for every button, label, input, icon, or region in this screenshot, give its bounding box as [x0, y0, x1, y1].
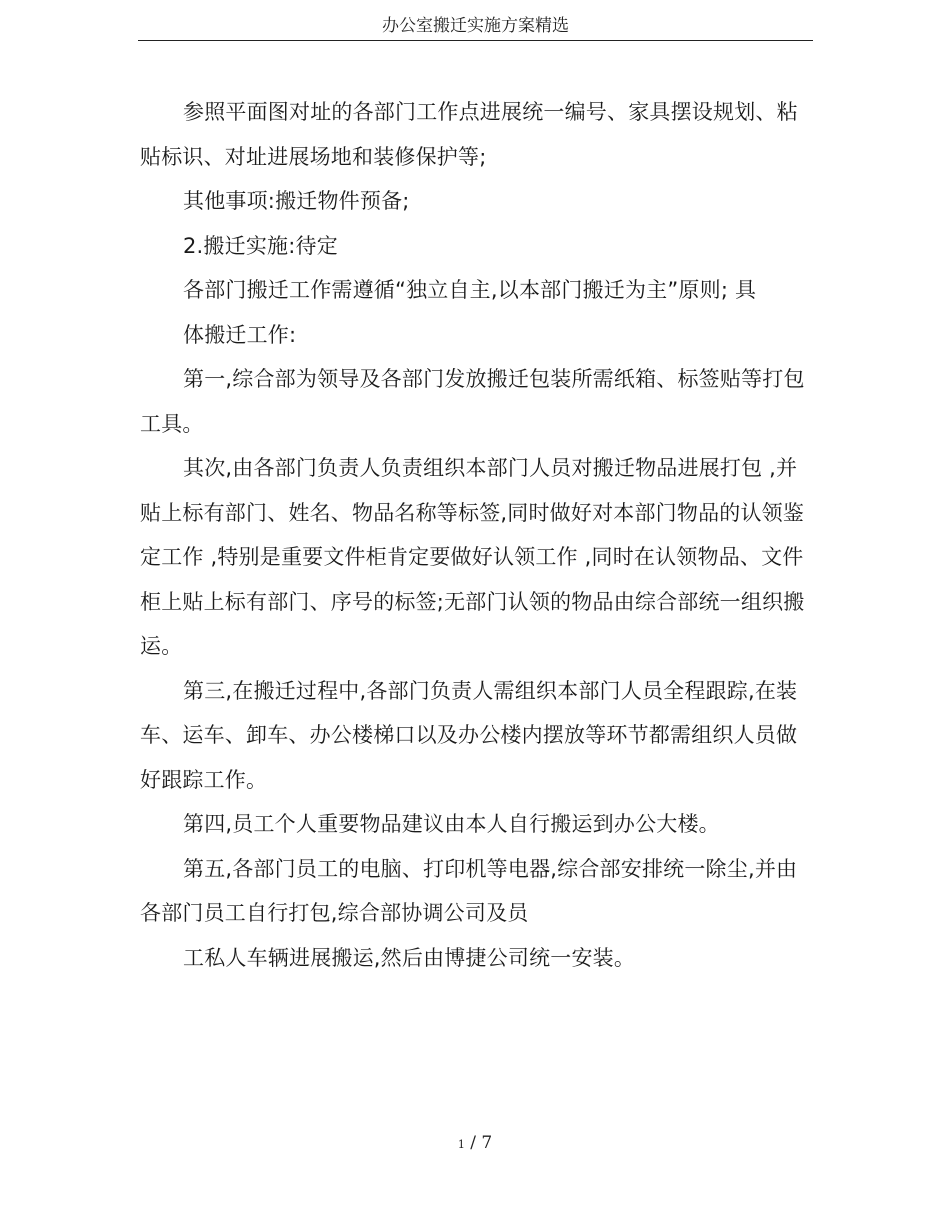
paragraph: 2.搬迁实施:待定 — [183, 233, 338, 258]
paragraph: 第三,在搬迁过程中,各部门负责人需组织本部门人员全程跟踪,在装车、运车、卸车、办公楼梯口以及办公楼内摆放等环节都需组织人员做好跟踪工作。 — [140, 678, 798, 792]
page-current: 1 — [457, 1138, 465, 1151]
paragraph: 工私人车辆进展搬运,然后由博捷公司统一安装。 — [183, 945, 636, 970]
paragraph: 各部门搬迁工作需遵循“独立自主,以本部门搬迁为主”原则; 具 — [183, 278, 757, 302]
document-title: 办公室搬迁实施方案精选 — [382, 16, 569, 36]
paragraph: 体搬迁工作: — [183, 322, 297, 347]
page-number — [0, 1133, 950, 1153]
paragraph: 第一,综合部为领导及各部门发放搬迁包装所需纸箱、标签贴等打包工具。 — [140, 367, 805, 436]
page-separator: / — [464, 1133, 482, 1153]
page-total: 7 — [481, 1133, 493, 1153]
paragraph: 其次,由各部门负责人负责组织本部门人员对搬迁物品进展打包 ,并贴上标有部门、姓名、物品名称等标签,同时做好对本部门物品的认领鉴定工作 ,特别是重要文件柜肯定要做好认领工作 ,同时在认领物品、文件柜上贴上标有部门、序号的标签;无部门认领的物品由综合部统一组织搬运。 — [140, 456, 805, 658]
paragraph: 第四,员工个人重要物品建议由本人自行搬运到办公大楼。 — [183, 812, 720, 836]
page-header — [138, 12, 813, 41]
paragraph: 参照平面图对址的各部门工作点进展统一编号、家具摆设规划、粘贴标识、对址进展场地和装修保护等; — [140, 100, 798, 169]
paragraph: 第五,各部门员工的电脑、打印机等电器,综合部安排统一除尘,并由各部门员工自行打包,综合部协调公司及员 — [140, 856, 798, 925]
paragraph: 其他事项:搬迁物件预备; — [183, 189, 410, 213]
document-body — [140, 90, 816, 980]
